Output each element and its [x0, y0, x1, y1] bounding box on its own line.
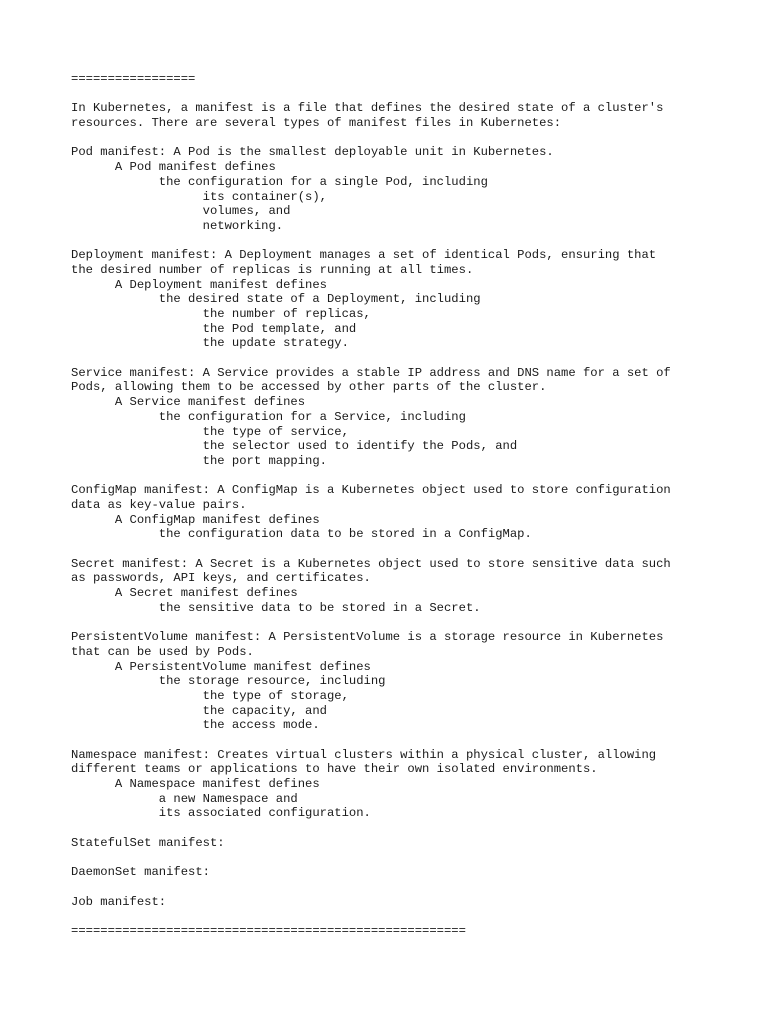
blank-line — [71, 880, 731, 895]
blank-line — [71, 909, 731, 924]
pod-detail: networking. — [71, 218, 284, 233]
deployment-detail: the number of replicas, — [71, 307, 371, 321]
deployment-detail: the Pod template, and — [71, 321, 357, 336]
secret-heading: as passwords, API keys, and certificates. — [71, 571, 371, 586]
pod-detail: volumes, and — [71, 204, 291, 219]
namespace-detail: A Namespace manifest defines — [71, 777, 320, 791]
statefulset-heading: StatefulSet manifest: — [71, 835, 225, 850]
namespace-heading: Namespace manifest: Creates virtual clusters within a physical cluster, allowing — [71, 747, 657, 762]
blank-line — [71, 733, 731, 748]
pod-detail: A Pod manifest defines — [71, 160, 276, 175]
blank-line — [71, 87, 731, 102]
secret-detail: the sensitive data to be stored in a Secret. — [71, 600, 481, 615]
namespace-detail: its associated configuration. — [71, 806, 371, 821]
service-detail: A Service manifest defines — [71, 395, 306, 410]
deployment-detail: the update strategy. — [71, 336, 349, 351]
service-heading: Pods, allowing them to be accessed by other parts of the cluster. — [71, 380, 547, 395]
blank-line — [71, 469, 731, 484]
persistentvolume-detail: the type of storage, — [71, 688, 349, 703]
configmap-heading: data as key-value pairs. — [71, 497, 247, 512]
persistentvolume-detail: the capacity, and — [71, 703, 327, 718]
service-detail: the configuration for a Service, including — [71, 409, 466, 424]
secret-detail: A Secret manifest defines — [71, 586, 298, 601]
persistentvolume-heading: that can be used by Pods. — [71, 644, 254, 659]
namespace-detail: a new Namespace and — [71, 791, 298, 806]
pod-detail: its container(s), — [71, 189, 327, 204]
blank-line — [71, 615, 731, 630]
blank-line — [71, 351, 731, 366]
configmap-detail: the configuration data to be stored in a ConfigMap. — [71, 527, 532, 542]
persistentvolume-detail: the storage resource, including — [71, 674, 386, 689]
intro-line: In Kubernetes, a manifest is a file that defines the desired state of a cluster's — [71, 101, 664, 116]
job-heading: Job manifest: — [71, 894, 167, 909]
service-heading: Service manifest: A Service provides a stable IP address and DNS name for a set of — [71, 365, 671, 380]
service-detail: the selector used to identify the Pods, and — [71, 439, 518, 454]
blank-line — [71, 850, 731, 865]
persistentvolume-heading: PersistentVolume manifest: A PersistentVolume is a storage resource in Kubernetes — [71, 630, 664, 645]
deployment-detail: the desired state of a Deployment, including — [71, 292, 481, 307]
blank-line — [71, 542, 731, 557]
service-detail: the port mapping. — [71, 453, 327, 468]
namespace-heading: different teams or applications to have their own isolated environments. — [71, 762, 598, 777]
deployment-heading: Deployment manifest: A Deployment manages a set of identical Pods, ensuring that — [71, 248, 657, 263]
document-body — [71, 72, 731, 939]
blank-line — [71, 234, 731, 249]
top-rule: ================= — [71, 72, 196, 86]
pod-heading: Pod manifest: A Pod is the smallest deployable unit in Kubernetes. — [71, 145, 554, 160]
blank-line — [71, 131, 731, 146]
secret-heading: Secret manifest: A Secret is a Kubernetes object used to store sensitive data such — [71, 556, 671, 571]
deployment-heading: the desired number of replicas is running at all times. — [71, 262, 474, 277]
service-detail: the type of service, — [71, 424, 349, 439]
intro-line: resources. There are several types of manifest files in Kubernetes: — [71, 116, 562, 131]
pod-detail: the configuration for a single Pod, including — [71, 174, 488, 189]
deployment-detail: A Deployment manifest defines — [71, 277, 327, 292]
blank-line — [71, 821, 731, 836]
persistentvolume-detail: the access mode. — [71, 718, 320, 733]
configmap-detail: A ConfigMap manifest defines — [71, 512, 320, 527]
persistentvolume-detail: A PersistentVolume manifest defines — [71, 659, 371, 674]
daemonset-heading: DaemonSet manifest: — [71, 865, 210, 880]
bottom-rule: ====================================================== — [71, 923, 466, 938]
configmap-heading: ConfigMap manifest: A ConfigMap is a Kubernetes object used to store configuration — [71, 483, 671, 498]
